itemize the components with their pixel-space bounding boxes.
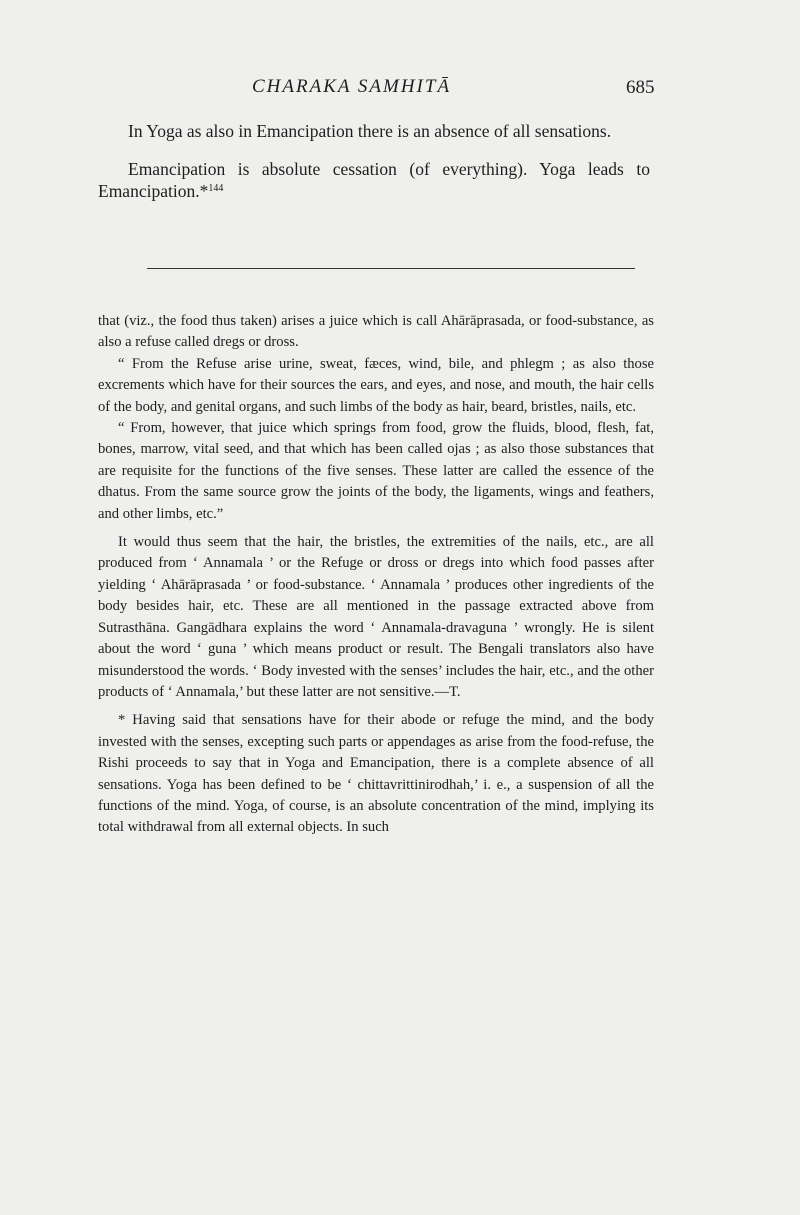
running-header [0,76,800,104]
footnote-marker: 144 [208,183,224,194]
main-paragraph: In Yoga as also in Emancipation there is an absence of all sensations. [128,121,612,141]
footnote-star: * Having said that sensations have for their abode or refuge the mind, and the body invested with the senses, excepting such parts or appendages as arise from the food-refuse, the Rishi proceeds to say that in Yoga and Emancipation, there is a complete absence of all sensations. Yoga has been defined to be ‘ chittavrittinirodhah,’ i. e., a suspension of all the functions of the mind. Yoga, of course, is an absolute concentration of the mind, implying its total withdrawal from all external objects. In such [98,712,654,836]
footnote-continued: that (viz., the food thus taken) arises a juice which is call Ahārāprasada, or food-substance, as also a refuse called dregs or dross. [98,313,654,351]
footnote-commentary: It would thus seem that the hair, the bristles, the extremities of the nails, etc., are all produced from ‘ Annamala ’ or the Refuge or dross or dregs into which food passes after yielding ‘ Ahārāprasada ’ or food-substance. ‘ Annamala ’ produces other ingredients of the body besides hair, etc. These are all mentioned in the passage extracted above from Sutrasthāna. Gangādhara explains the word ‘ Annamala-dravaguna ’ wrongly. He is silent about the word ‘ guna ’ which means product or result. The Bengali translators also have misunderstood the words. ‘ Body invested with the senses’ includes the hair, etc., and the other products of ‘ Annamala,’ but these latter are not sensitive.—T. [98,534,654,700]
page-number: 685 [626,77,655,98]
footnote-divider [147,268,635,269]
main-paragraph [98,158,650,202]
running-title: CHARAKA SAMHITĀ [252,76,452,97]
footnote-quote: “ From, however, that juice which springs from food, grow the fluids, blood, flesh, fat, bones, marrow, vital seed, and that which has been called ojas ; as also those substances that are requisite for the functions of the five senses. These latter are called the essence of the dhatus. From the same source grow the joints of the body, the ligaments, wings and feathers, and other limbs, etc.” [98,420,654,522]
footnotes [98,311,654,839]
main-paragraph-text: Emancipation is absolute cessation (of everything). Yoga leads to Emancipation.* [98,159,650,201]
main-text [98,120,650,218]
footnote-quote: “ From the Refuse arise urine, sweat, fæces, wind, bile, and phlegm ; as also those excrements which have for their sources the ears, and eyes, and nose, and mouth, the hair cells of the body, and genital organs, and such limbs of the body as hair, beard, bristles, nails, etc. [98,355,654,415]
